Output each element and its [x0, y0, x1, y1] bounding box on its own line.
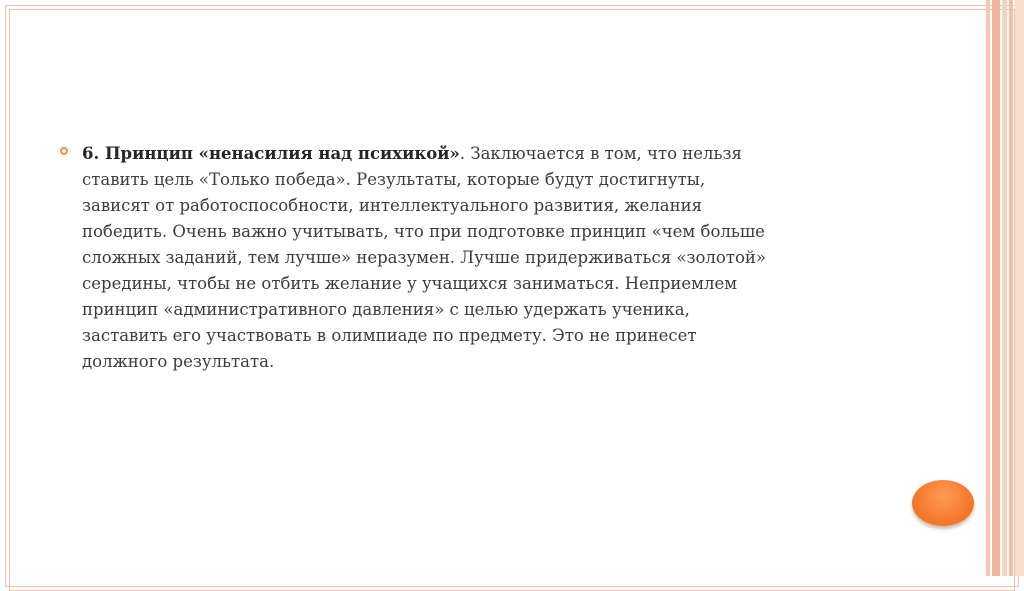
principle-paragraph: [82, 141, 896, 375]
paragraph-line: должного результата.: [82, 352, 275, 371]
paragraph-line: победить. Очень важно учитывать, что при подготовке принцип «чем больше: [82, 222, 765, 241]
paragraph-line: заставить его участвовать в олимпиаде по предмету. Это не принесет: [82, 326, 697, 345]
decorative-stripe: [1002, 0, 1007, 576]
circle-bullet-icon: [60, 147, 68, 155]
paragraph-line: зависят от работоспособности, интеллектуального развития, желания: [82, 196, 703, 215]
paragraph-line: ставить цель «Только победа». Результаты, которые будут достигнуты,: [82, 170, 706, 189]
decorative-stripe: [1009, 0, 1013, 576]
paragraph-line: середины, чтобы не отбить желание у учащихся заниматься. Неприемлем: [82, 274, 738, 293]
paragraph-line: принцип «административного давления» с целью удержать ученика,: [82, 300, 690, 319]
paragraph-text: . Заключается в том, что нельзя: [459, 144, 742, 163]
orange-circle-button[interactable]: [912, 480, 974, 526]
paragraph-line-1: [82, 141, 896, 167]
principle-heading: 6. Принцип «ненасилия над психикой»: [82, 144, 460, 163]
bullet-item: [56, 141, 896, 375]
decorative-stripe: [992, 0, 1000, 576]
decorative-stripe: [1015, 0, 1024, 576]
paragraph-line: сложных заданий, тем лучше» неразумен. Лучше придерживаться «золотой»: [82, 248, 766, 267]
slide-content: [56, 141, 896, 375]
decorative-stripe: [986, 0, 990, 576]
